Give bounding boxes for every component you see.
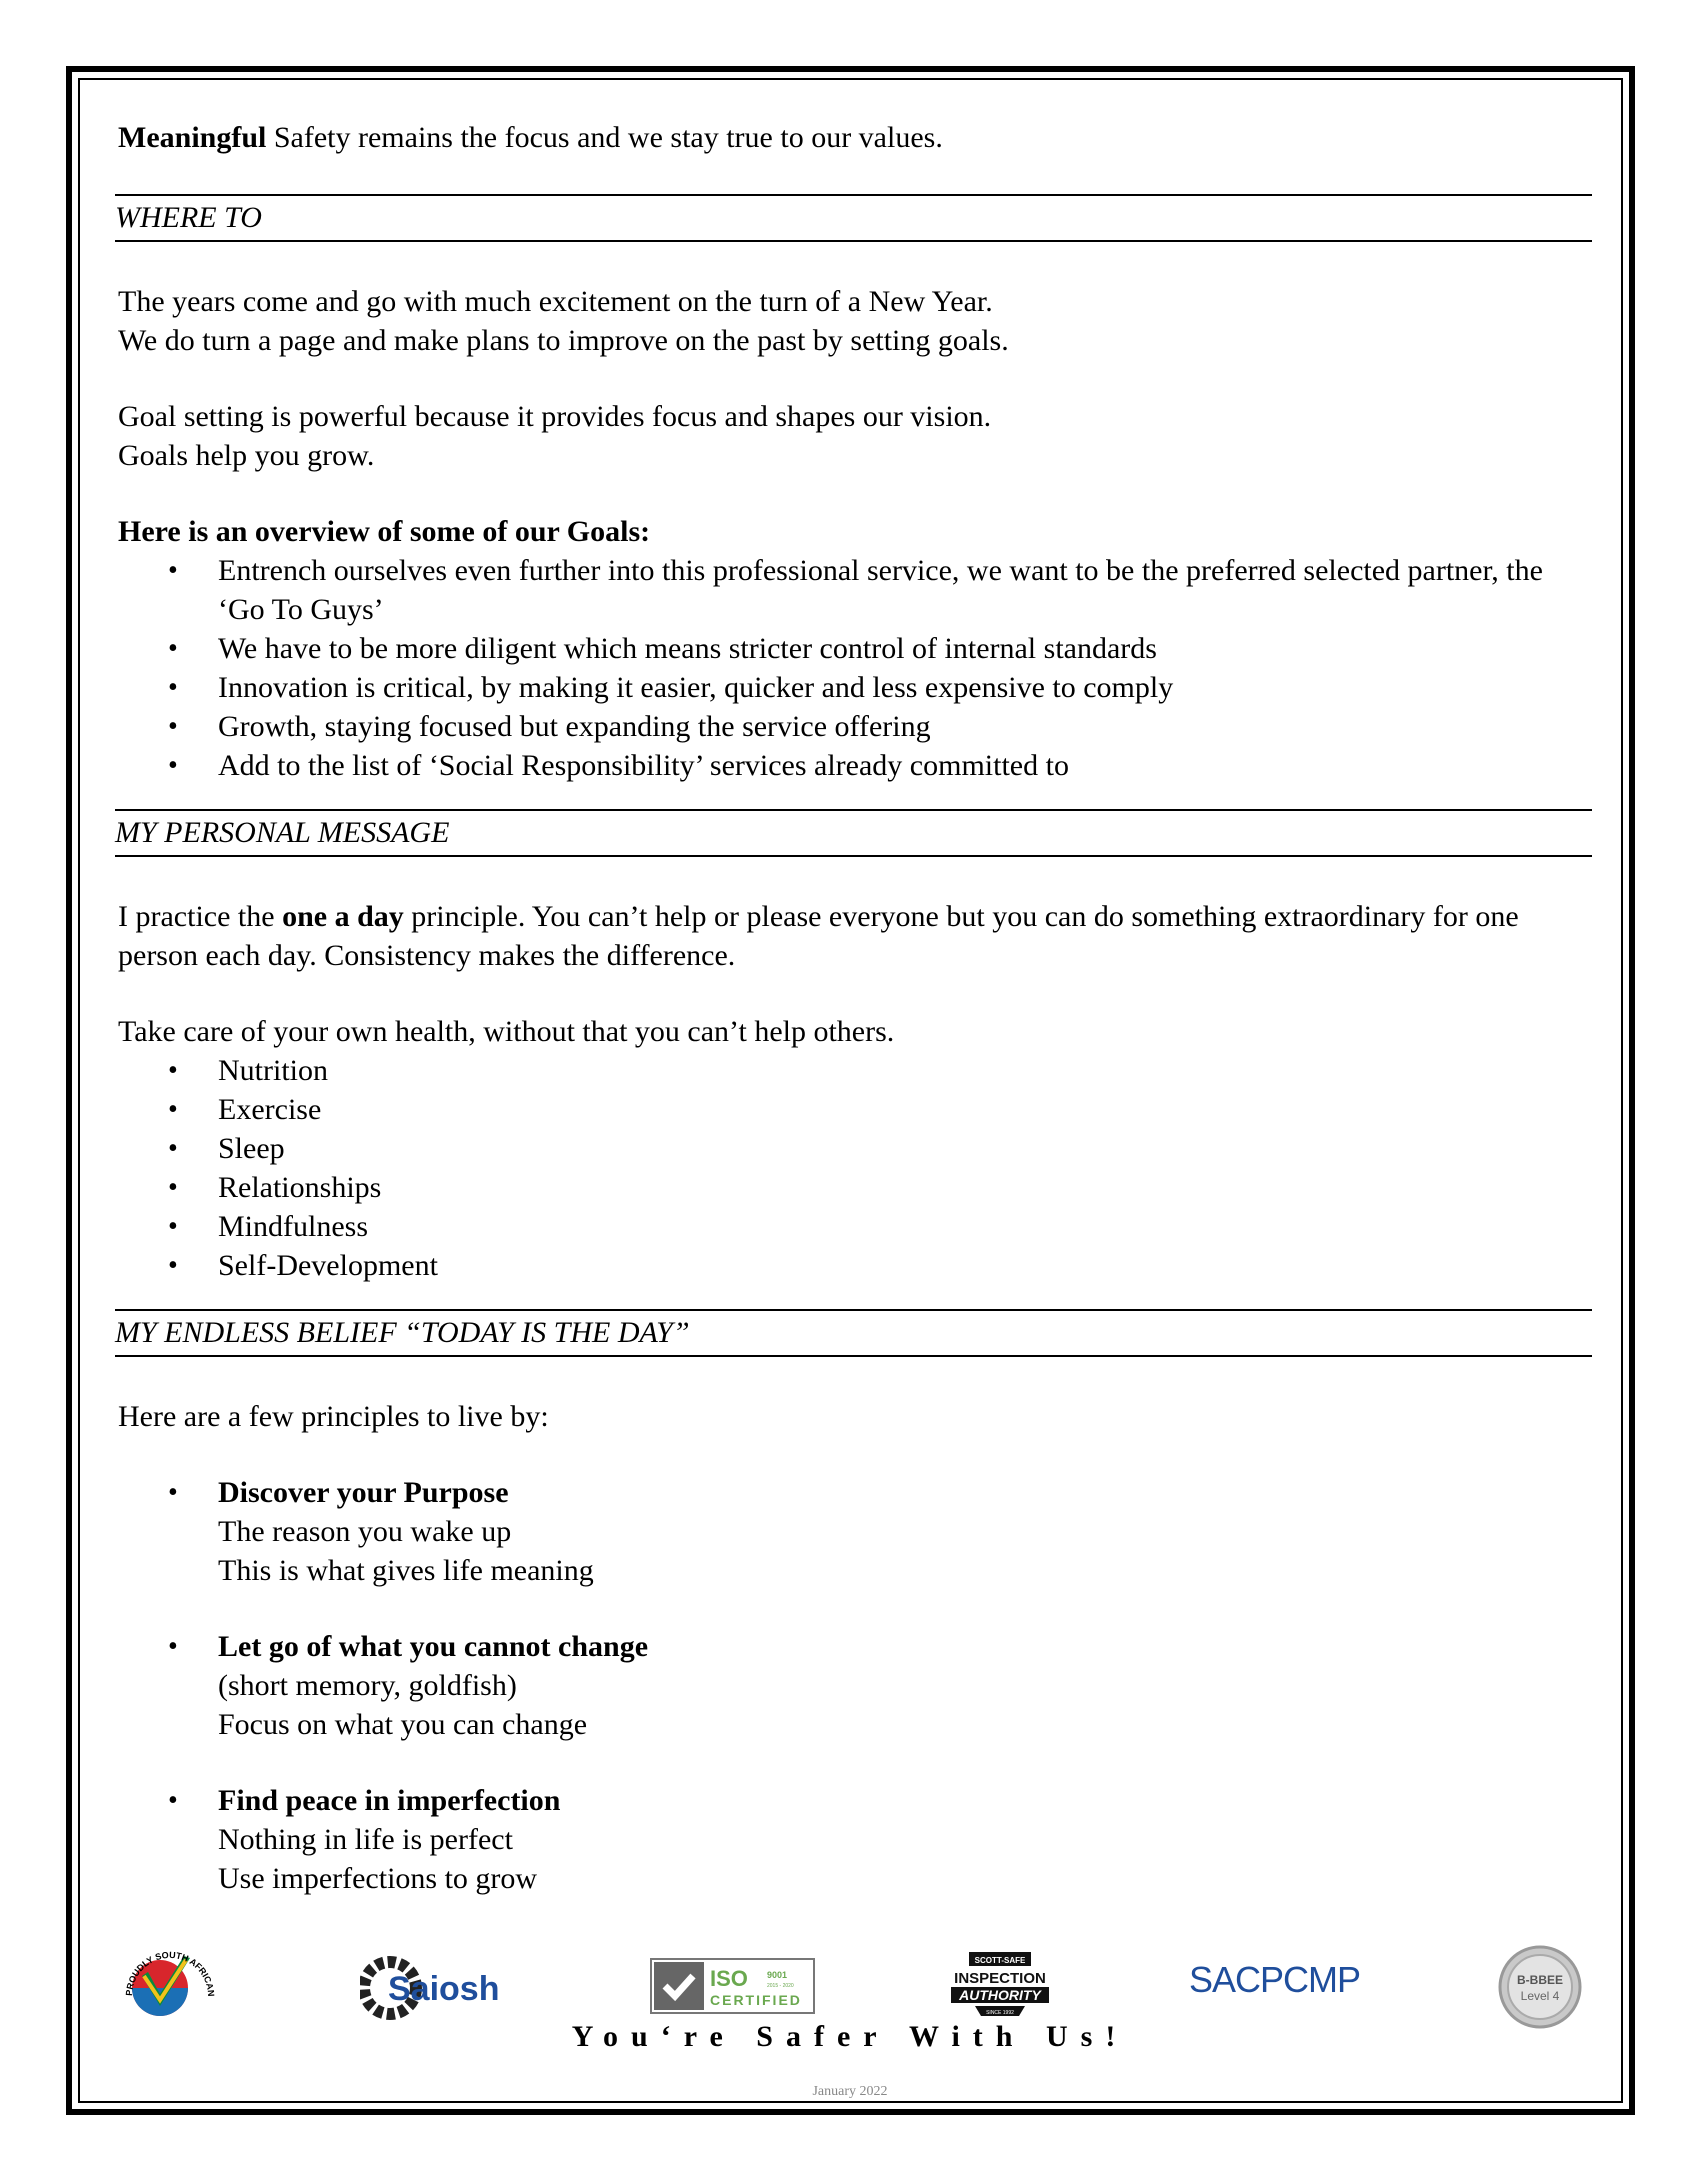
health-intro: Take care of your own health, without that you can’t help others. — [118, 1015, 895, 1048]
principle-line: This is what gives life meaning — [218, 1554, 594, 1587]
goals-list — [118, 551, 1592, 785]
principle-item — [218, 1781, 1592, 1898]
personal-text: principle. You can’t help or please everyone but you can do something extraordinary for one person each day. Consistency makes the difference. — [118, 900, 1519, 972]
principle-item — [218, 1473, 1592, 1590]
section-heading-endless-belief: MY ENDLESS BELIEF “TODAY IS THE DAY” — [115, 1309, 1592, 1357]
principle-line: (short memory, goldfish) — [218, 1669, 517, 1702]
inspection-authority-logo — [945, 1950, 1055, 2027]
where-to-line: We do turn a page and make plans to improve on the past by setting goals. — [118, 324, 1009, 357]
since-text: SINCE 1992 — [986, 2010, 1014, 2016]
health-item: • Relationships — [218, 1168, 1592, 1207]
principle-line: Nothing in life is perfect — [218, 1823, 513, 1856]
sacpcmp-logo — [1185, 1956, 1365, 2011]
personal-text: I practice the — [118, 900, 283, 933]
saiosh-text: Saiosh — [388, 1970, 500, 2008]
authority-text: AUTHORITY — [959, 1987, 1041, 2003]
proudly-south-african-logo — [120, 1936, 220, 2031]
bbbee-text: B-BBEE — [1516, 1973, 1564, 1987]
document-body — [115, 118, 1592, 1898]
sacpcmp-text: SACPCMP — [1189, 1959, 1361, 2000]
principle-line: The reason you wake up — [218, 1515, 512, 1548]
principles-list — [118, 1473, 1592, 1898]
where-to-line: The years come and go with much excitement on the turn of a New Year. — [118, 285, 993, 318]
proudly-sa-text: PROUDLY SOUTH AFRICAN — [123, 1949, 217, 1997]
principle-title: • Let go of what you cannot change — [218, 1630, 649, 1663]
inspection-text: INSPECTION — [954, 1970, 1046, 1987]
health-item: • Exercise — [218, 1090, 1592, 1129]
where-to-line: Goals help you grow. — [118, 439, 375, 472]
principles-intro: Here are a few principles to live by: — [118, 1400, 549, 1433]
bbbee-level: Level 4 — [1520, 1989, 1560, 2003]
footer-date: January 2022 — [812, 2084, 888, 2099]
principle-line: Focus on what you can change — [218, 1708, 588, 1741]
health-item: • Nutrition — [218, 1051, 1592, 1090]
goal-item: • Add to the list of ‘Social Responsibility’ services already committed to — [218, 746, 1592, 785]
where-to-line: Goal setting is powerful because it provides focus and shapes our vision. — [118, 400, 992, 433]
intro-paragraph — [118, 118, 1592, 157]
health-item: • Self-Development — [218, 1246, 1592, 1285]
personal-bold: one a day — [282, 900, 404, 933]
footer-tagline: You‘re Safer With Us! — [571, 2020, 1129, 2053]
goal-item: • Innovation is critical, by making it easier, quicker and less expensive to comply — [218, 668, 1592, 707]
scott-safe-text: SCOTT-SAFE — [974, 1956, 1026, 1965]
section-heading-where-to: WHERE TO — [115, 194, 1592, 242]
principle-title: • Find peace in imperfection — [218, 1784, 561, 1817]
health-item: • Mindfulness — [218, 1207, 1592, 1246]
iso-certified-text: CERTIFIED — [710, 1992, 802, 2008]
iso-certified-logo — [650, 1958, 815, 2019]
goal-item: • We have to be more diligent which means stricter control of internal standards — [218, 629, 1592, 668]
iso-text: ISO — [710, 1966, 748, 1991]
principle-title: • Discover your Purpose — [218, 1476, 509, 1509]
goals-heading: Here is an overview of some of our Goals: — [118, 515, 651, 548]
intro-lead-rest: Safety remains the focus and we stay true to our values. — [266, 121, 943, 154]
personal-paragraph — [118, 897, 1592, 975]
principle-item — [218, 1627, 1592, 1744]
section-heading-personal-message: MY PERSONAL MESSAGE — [115, 809, 1592, 857]
iso-number: 9001 — [767, 1970, 788, 1980]
goal-item: • Entrench ourselves even further into this professional service, we want to be the preferred selected partner, the ‘Go To Guys’ — [218, 551, 1592, 629]
intro-lead-bold: Meaningful — [118, 121, 267, 154]
iso-years: 2015 - 2020 — [767, 1983, 794, 1989]
principle-line: Use imperfections to grow — [218, 1862, 538, 1895]
goal-item: • Growth, staying focused but expanding the service offering — [218, 707, 1592, 746]
health-list — [118, 1051, 1592, 1285]
health-item: • Sleep — [218, 1129, 1592, 1168]
